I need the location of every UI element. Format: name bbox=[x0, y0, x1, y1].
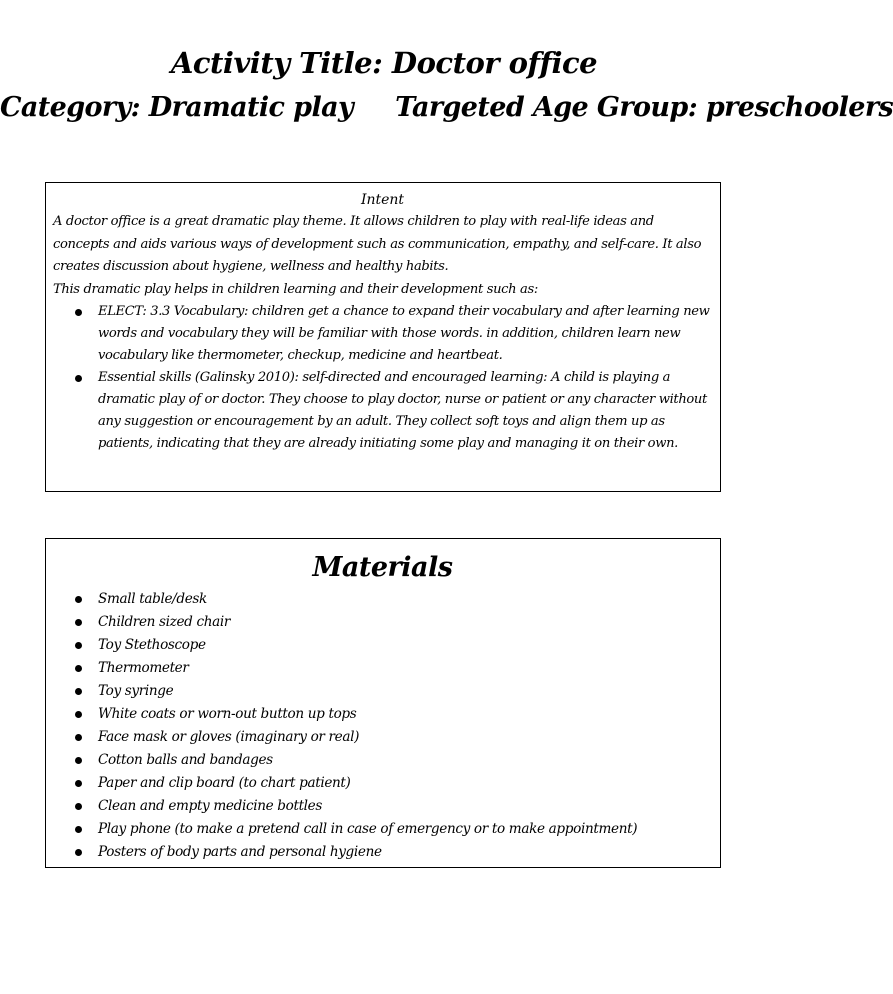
material-item-text: Clean and empty medicine bottles bbox=[98, 798, 323, 814]
material-item-text: Face mask or gloves (imaginary or real) bbox=[98, 729, 360, 745]
material-item-text: Cotton balls and bandages bbox=[98, 752, 273, 768]
list-item bbox=[53, 772, 712, 795]
list-item bbox=[53, 588, 712, 611]
subtitle-line bbox=[0, 92, 893, 123]
material-item-text: Posters of body parts and personal hygiene bbox=[98, 844, 382, 860]
bullet-dot-icon bbox=[75, 757, 82, 764]
list-item bbox=[53, 657, 712, 680]
bullet-dot-icon bbox=[75, 711, 82, 718]
bullet-dot-icon bbox=[75, 780, 82, 787]
material-item-text: Toy Stethoscope bbox=[98, 637, 206, 653]
bullet-dot-icon bbox=[75, 665, 82, 672]
list-item bbox=[53, 749, 712, 772]
material-item-text: Toy syringe bbox=[98, 683, 174, 699]
material-item-text: White coats or worn-out button up tops bbox=[98, 706, 357, 722]
list-item bbox=[53, 818, 712, 841]
intent-box bbox=[45, 182, 721, 492]
material-item-text: Thermometer bbox=[98, 660, 189, 676]
list-item bbox=[53, 611, 712, 634]
activity-title: Activity Title: Doctor office bbox=[170, 46, 598, 80]
material-item-text: Small table/desk bbox=[98, 591, 207, 607]
intent-bullet-list bbox=[53, 301, 712, 455]
bullet-dot-icon bbox=[75, 375, 82, 382]
list-item bbox=[53, 634, 712, 657]
age-group-label: Targeted Age Group: preschoolers bbox=[395, 92, 893, 123]
list-item bbox=[53, 703, 712, 726]
intent-heading: Intent bbox=[360, 192, 405, 208]
bullet-dot-icon bbox=[75, 688, 82, 695]
bullet-dot-icon bbox=[75, 849, 82, 856]
bullet-dot-icon bbox=[75, 826, 82, 833]
list-item bbox=[53, 680, 712, 703]
bullet-dot-icon bbox=[75, 734, 82, 741]
material-item-text: Children sized chair bbox=[98, 614, 231, 630]
intent-bullet bbox=[53, 367, 712, 455]
category-label: Category: Dramatic play bbox=[0, 92, 354, 123]
bullet-dot-icon bbox=[75, 642, 82, 649]
intent-paragraph: A doctor office is a great dramatic play theme. It allows children to play with real-life ideas and concepts and aids various ways of development such as communication, empathy, and self-care. It also creates discussion about hygiene, wellness and healthy habits. bbox=[53, 214, 702, 274]
intent-bullet bbox=[53, 301, 712, 367]
materials-box bbox=[45, 538, 721, 868]
list-item bbox=[53, 841, 712, 864]
material-item-text: Play phone (to make a pretend call in case of emergency or to make appointment) bbox=[98, 821, 638, 837]
bullet-dot-icon bbox=[75, 309, 82, 316]
intent-bullet-text: ELECT: 3.3 Vocabulary: children get a chance to expand their vocabulary and after learning new words and vocabulary they will be familiar with those words. in addition, children learn new vocabulary like thermometer, checkup, medicine and heartbeat. bbox=[98, 304, 710, 363]
materials-heading: Materials bbox=[312, 552, 453, 583]
materials-list bbox=[53, 588, 712, 864]
material-item-text: Paper and clip board (to chart patient) bbox=[98, 775, 351, 791]
list-item bbox=[53, 795, 712, 818]
list-item bbox=[53, 726, 712, 749]
bullet-dot-icon bbox=[75, 596, 82, 603]
intent-bullet-text: Essential skills (Galinsky 2010): self-directed and encouraged learning: A child is playing a dramatic play of or doctor. They choose to play doctor, nurse or patient or any character without any suggestion or encouragement by an adult. They collect soft toys and align them up as patients, indicating that they are already initiating some play and managing it on their own. bbox=[98, 370, 707, 451]
bullet-dot-icon bbox=[75, 803, 82, 810]
intent-paragraph-2: This dramatic play helps in children learning and their development such as: bbox=[53, 281, 538, 297]
bullet-dot-icon bbox=[75, 619, 82, 626]
